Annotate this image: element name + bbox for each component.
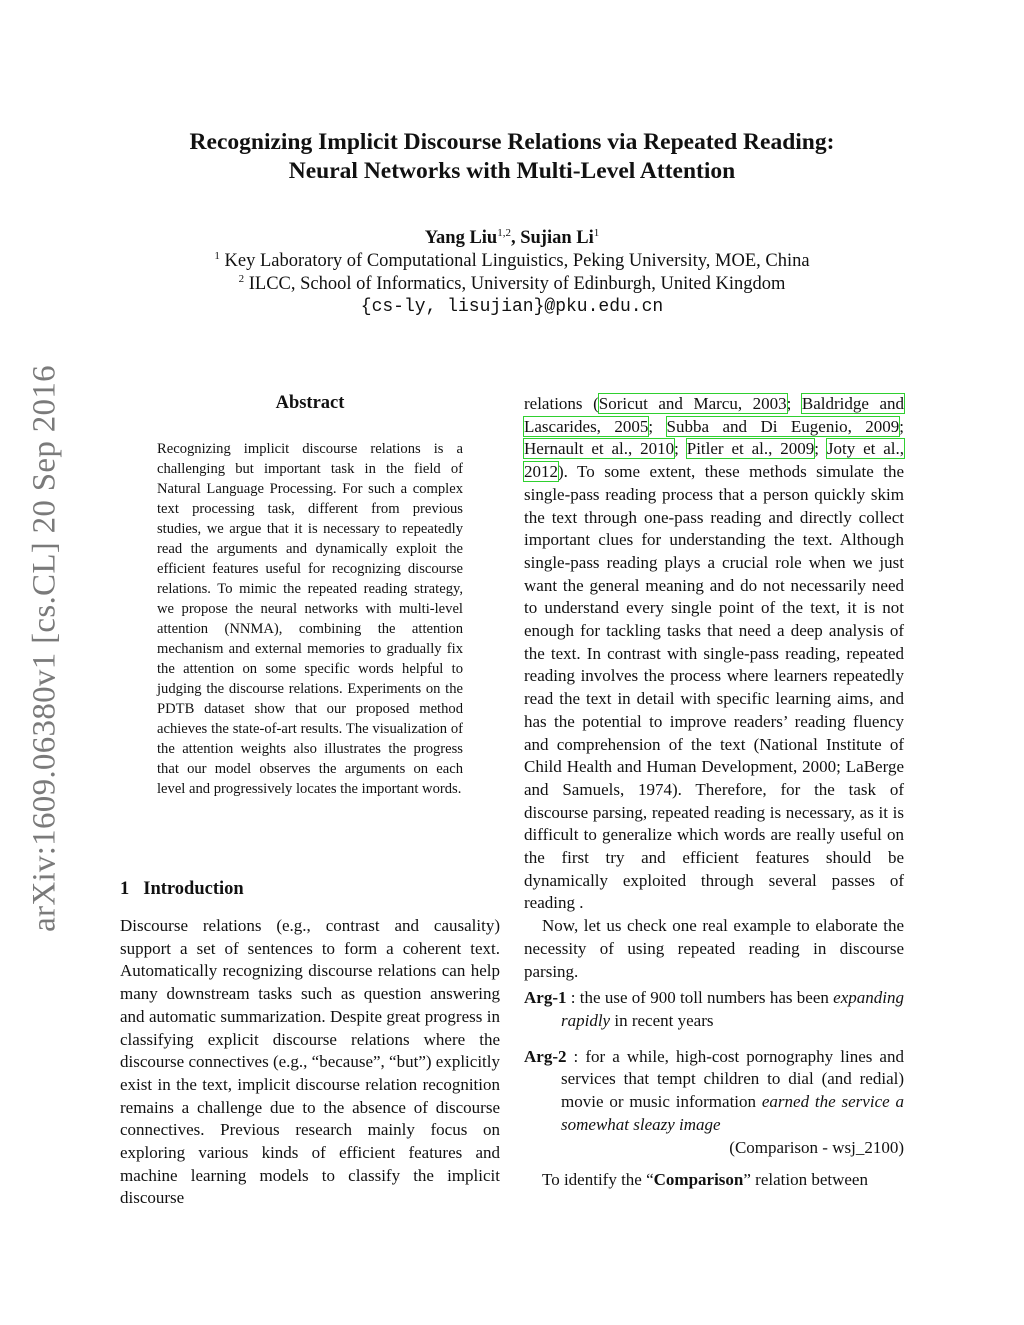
paragraph: relations (Soricut and Marcu, 2003; Baldridge and Lascarides, 2005; Subba and Di Eugenio, 2009; Hernault et al., 2010; Pitler et al., 2009; Joty et al., 2012). To some extent, these methods simulate the single-pass reading process that a person quickly skim the text through one-pass reading and directly collect important clues for understanding the text. Although single-pass reading plays a crucial role when we just want the general meaning and do not necessarily need to understand every single point of the text, it is not enough for tackling tasks that need a deep analysis of the text. In contrast with single-pass reading, repeated reading involves the process where learners repeatedly read the text in detail with specific learning aims, and has the potential to improve readers’ reading fluency and comprehension of the text (National Institute of Child Health and Human Development, 2000; LaBerge and Samuels, 1974). Therefore, for the task of discourse parsing, repeated reading is necessary, as it is difficult to generalize which words are really useful on the first try and efficient features should be dynamically exploited through several passes of reading . (524, 394, 904, 913)
citation-link[interactable]: Joty et al., 2012 (524, 439, 904, 482)
affil-text: ILCC, School of Informatics, University of Edinburgh, United Kingdom (244, 274, 786, 295)
author-sep: , (510, 228, 521, 249)
section-title: Introduction (143, 879, 244, 899)
author-affil: 1,2 (497, 227, 511, 239)
section-number: 1 (120, 879, 130, 899)
email: {cs-ly, lisujian}@pku.edu.cn (360, 297, 664, 317)
intro-paragraph: Discourse relations (e.g., contrast and causality) support a set of sentences to form a coherent text. Automatically recognizing discourse relations can help many downstream tasks such as question answering and automatic summarization. Despite great progress in classifying explicit discourse relations where the discourse connectives (e.g., “because”, “but”) explicitly exist in the text, implicit discourse relation recognition remains a challenge due to the absence of discourse connectives. Previous research mainly focus on exploring various kinds of efficient features and machine learning models to classify the implicit discourse (120, 916, 500, 1208)
affiliation (0, 273, 1024, 295)
bold-text: Comparison (653, 1170, 744, 1190)
citation-link[interactable]: Subba and Di Eugenio, 2009 (666, 416, 900, 436)
authors (0, 227, 1024, 249)
colon: : (566, 988, 580, 1008)
paragraph (524, 1169, 904, 1192)
text: the use of 900 toll numbers has been (579, 988, 834, 1008)
title-line-2: Neural Networks with Multi-Level Attention (288, 158, 736, 184)
italic-text: earned the service a somewhat sleazy image (561, 1092, 904, 1134)
paper-title (0, 128, 1024, 186)
arg-label: Arg-2 (524, 1046, 567, 1066)
title-line-1: Recognizing Implicit Discourse Relations via Repeated Reading: (189, 129, 835, 155)
section-heading (120, 879, 244, 900)
affiliation (0, 250, 1024, 272)
example-arg1 (524, 987, 904, 1032)
example-arg2 (524, 1046, 904, 1137)
colon: : (566, 1046, 586, 1066)
citation-link[interactable]: Soricut and Marcu, 2003 (598, 394, 787, 413)
citation-link[interactable]: Pitler et al., 2009 (686, 439, 815, 459)
arxiv-identifier: arXiv:1609.06380v1 [cs.CL] 20 Sep 2016 (26, 365, 63, 932)
affil-number: 2 (238, 273, 245, 285)
abstract-body: Recognizing implicit discourse relations is a challenging but important task in the field of Natural Language Processing. For such a complex text processing task, different from previous studies, we argue that it is necessary to repeatedly read the arguments and dynamically exploit the efficient features useful for recognizing discourse relations. To mimic the repeated reading strategy, we propose the neural networks with multi-level attention (NNMA), combining the attention mechanism and external memories to gradually fix the attention on some specific words helpful to judging the discourse relations. Experiments on the PDTB dataset show that our proposed method achieves the state-of-art results. The visualization of the attention weights also illustrates the progress that our model observes the arguments on each level and progressively locates the important words. (157, 441, 463, 797)
author-affil: 1 (593, 227, 600, 239)
text: in recent years (610, 1010, 714, 1030)
right-column (524, 393, 904, 1192)
affil-number: 1 (214, 250, 220, 262)
text: ). To some extent, these methods simulate the single-pass reading process that a person quickly skim the text through one-pass reading and directly collect important clues for understanding the text. Although single-pass reading plays a crucial role when we just want the general meaning and do not necessarily need to understand every single point of the text, it is not enough for tackling tasks that need a deep analysis of the text. In contrast with single-pass reading, repeated reading involves the process where learners repeatedly read the text in detail with specific learning aims, and has the potential to improve readers’ reading fluency and comprehension of the text (National Institute of Child Health and Human Development, 2000; LaBerge and Samuels, 1974). Therefore, for the task of discourse parsing, repeated reading is necessary, as it is difficult to generalize which words are really useful on the first try and efficient features should be dynamically exploited through several passes of reading . (524, 462, 904, 913)
arg-label: Arg-1 (524, 988, 567, 1008)
affil-text: Key Laboratory of Computational Linguistics, Peking University, MOE, China (219, 251, 810, 272)
example-source: (Comparison - wsj_2100) (729, 1137, 904, 1157)
author-name: Sujian Li (520, 228, 594, 249)
text: relations ( (524, 394, 599, 413)
text: ” relation between (743, 1170, 868, 1190)
abstract-heading: Abstract (275, 393, 345, 413)
italic-text: expanding rapidly (561, 988, 904, 1030)
citation-link[interactable]: Hernault et al., 2010 (524, 439, 675, 459)
text: To identify the “ (542, 1170, 654, 1190)
author-name: Yang Liu (424, 228, 498, 249)
paragraph: Now, let us check one real example to elaborate the necessity of using repeated reading in discourse parsing. (524, 916, 904, 981)
citation-link[interactable]: Baldridge and Lascarides, 2005 (524, 394, 904, 436)
text: for a while, high-cost pornography lines and services that tempt children to dial (and redial) movie or music information (561, 1046, 904, 1112)
